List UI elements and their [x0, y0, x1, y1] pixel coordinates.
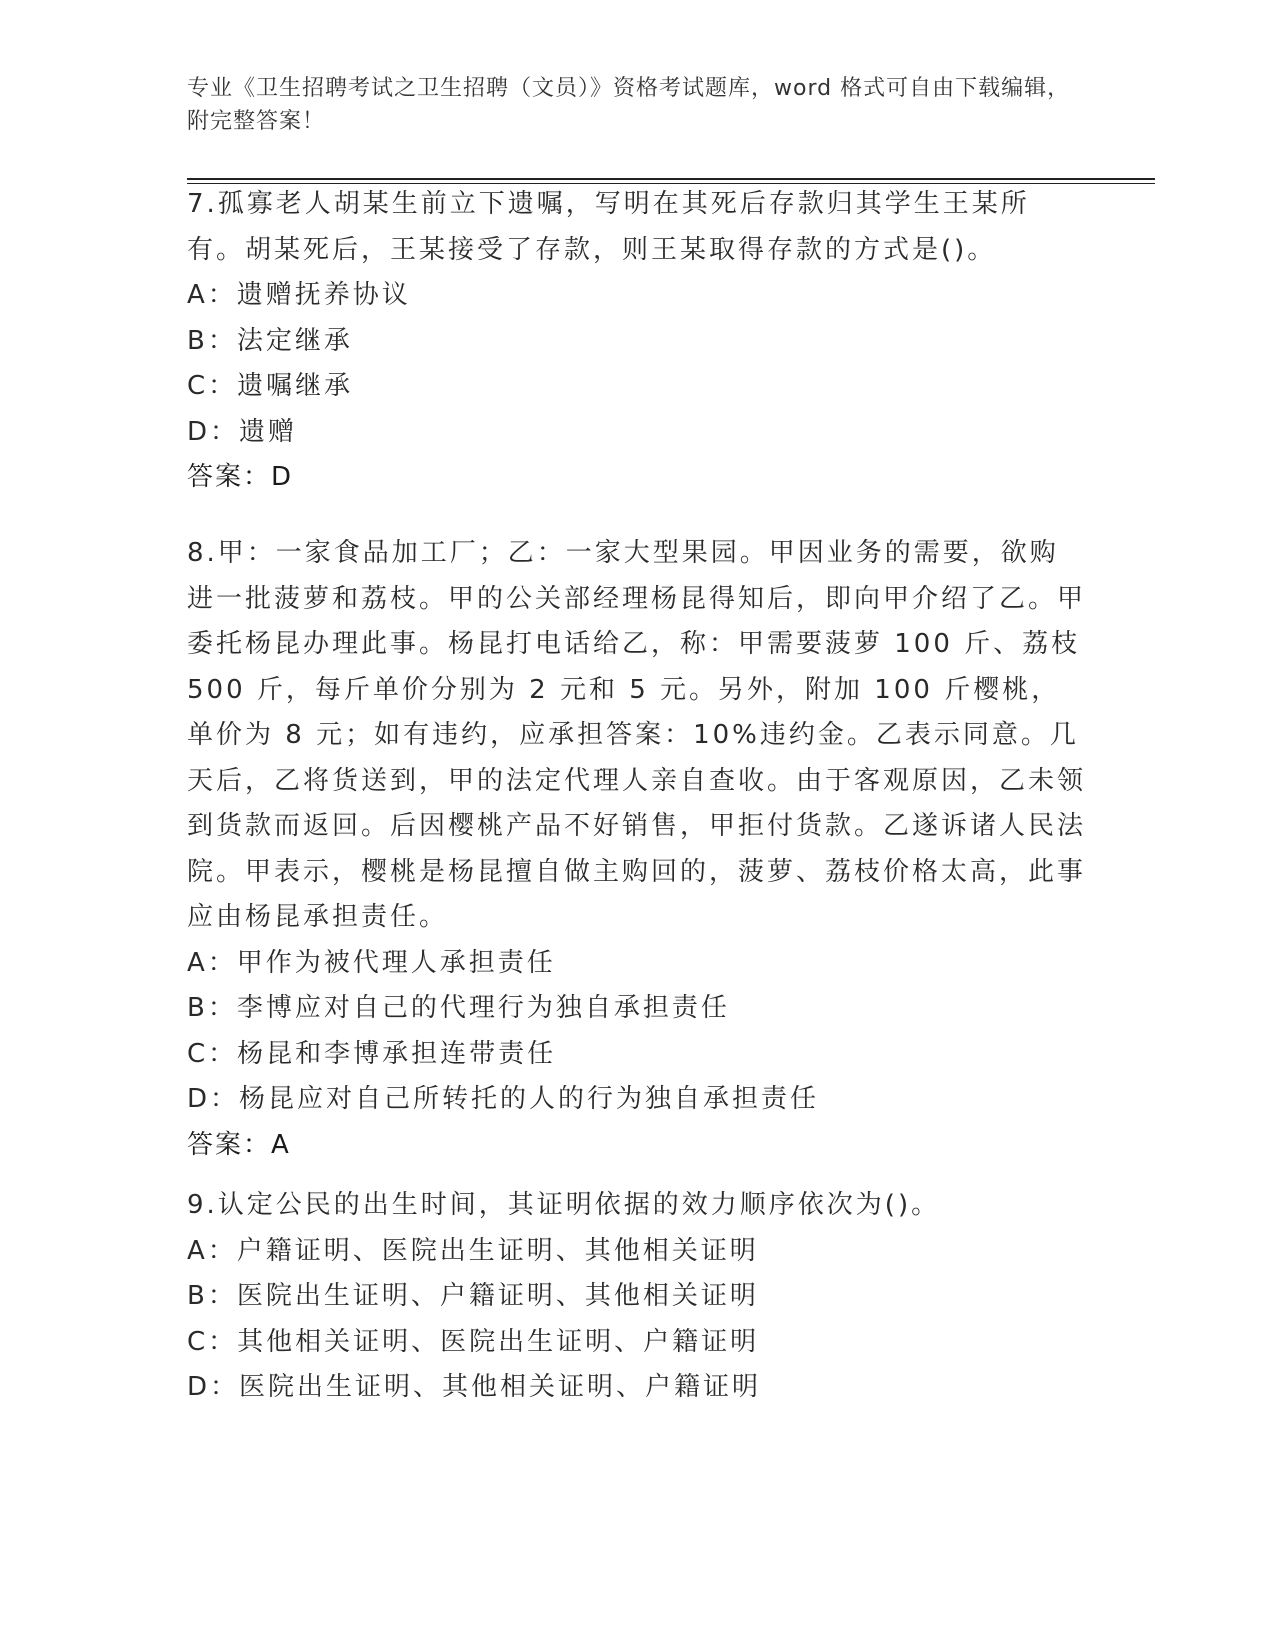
header-intro-text: 专业《卫生招聘考试之卫生招聘（文员）》资格考试题库，word 格式可自由下载编辑，附完整答案！ [187, 76, 1071, 134]
question-text: 9.认定公民的出生时间，其证明依据的效力顺序依次为()。 [187, 1190, 941, 1220]
question-7 [187, 182, 1087, 500]
option-c: C：遗嘱继承 [187, 371, 354, 401]
question-text: 8.甲：一家食品加工厂；乙：一家大型果园。甲因业务的需要，欲购进一批菠萝和荔枝。甲的公关部经理杨昆得知后，即向甲介绍了乙。甲委托杨昆办理此事。杨昆打电话给乙，称：甲需要菠萝 100 斤、荔枝 500 斤，每斤单价分别为 2 元和 5 元。另外，附加 100 斤樱桃，单价为 8 元；如有违约，应承担答案：10%违约金。乙表示同意。几天后，乙将货送到，甲的法定代理人亲自查收。由于客观原因，乙未领到货款而返回。后因樱桃产品不好销售，甲拒付货款。乙遂诉诸人民法院。甲表示，樱桃是杨昆擅自做主购回的，菠萝、荔枝价格太高，此事应由杨昆承担责任。 [187, 538, 1087, 932]
option-d: D：医院出生证明、其他相关证明、户籍证明 [187, 1372, 762, 1402]
question-text: 7.孤寡老人胡某生前立下遗嘱，写明在其死后存款归其学生王某所有。胡某死后，王某接受了存款，则王某取得存款的方式是()。 [187, 189, 1030, 265]
option-a: A：甲作为被代理人承担责任 [187, 947, 556, 978]
option-d: D：遗赠 [187, 416, 298, 447]
answer-label: 答案：A [187, 1129, 291, 1160]
option-a: A：户籍证明、医院出生证明、其他相关证明 [187, 1235, 759, 1266]
option-b: B：法定继承 [187, 325, 353, 356]
option-b: B：李博应对自己的代理行为独自承担责任 [187, 993, 730, 1023]
question-9 [187, 1183, 1087, 1411]
option-b: B：医院出生证明、户籍证明、其他相关证明 [187, 1281, 759, 1311]
answer-label: 答案：D [187, 462, 294, 492]
option-d: D：杨昆应对自己所转托的人的行为独自承担责任 [187, 1084, 820, 1114]
option-a: A：遗赠抚养协议 [187, 280, 411, 310]
question-8 [187, 531, 1087, 1168]
header-divider-thick [187, 178, 1155, 180]
option-c: C：杨昆和李博承担连带责任 [187, 1038, 557, 1069]
document-header [187, 72, 1087, 138]
option-c: C：其他相关证明、医院出生证明、户籍证明 [187, 1326, 760, 1357]
